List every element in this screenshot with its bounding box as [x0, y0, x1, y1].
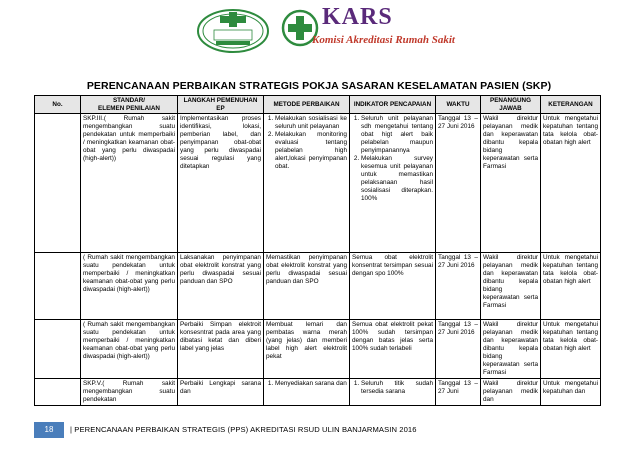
- metode-list: [266, 115, 347, 171]
- table-row: [35, 253, 601, 320]
- cell-standar: SKP.III.( Rumah sakit mengembangkan suatu pendekatan untuk memperbaiki / meningkatkan keamanan obat-obat yang perlu diwaspadai (high-alert)): [81, 114, 178, 253]
- page-footer: [34, 422, 600, 440]
- cell-penanggung-jawab: Wakil direktur pelayanan medik dan keperawatan dibantu kepala bidang keperawatan serta Farmasi: [481, 253, 541, 320]
- kars-logo: [276, 4, 455, 56]
- rsud-ulin-logo-graphic: [196, 8, 270, 54]
- cell-indikator: Semua obat elektrolit pekat 100% sudah tersimpan dengan batas jelas serta 100% sudah terlabeli: [350, 320, 436, 379]
- footer-text: | PERENCANAAN PERBAIKAN STRATEGIS (PPS) AKREDITASI RSUD ULIN BANJARMASIN 2016: [70, 425, 417, 434]
- cell-langkah: Implementasikan proses identifikasi, lokasi, pemberian label, dan penyimpanan obat-obat yang perlu diwaspadai sesuai regulasi yang ditetapkan: [178, 114, 264, 253]
- cell-keterangan: Untuk mengetahui kepatuhan tentang tata kelola obat-obatan high alert: [541, 253, 601, 320]
- list-item: 1. Menyediakan sarana dan: [275, 380, 347, 388]
- cell-no: [35, 114, 81, 253]
- cell-indikator: Semua obat elektrolit konsentrat tersimpan sesuai dengan spo 100%: [350, 253, 436, 320]
- cell-keterangan: Untuk mengetahui kepatuhan tentang tata kelola obat-obatan high alert: [541, 320, 601, 379]
- cell-no: [35, 253, 81, 320]
- indikator-list: [352, 115, 433, 203]
- cell-waktu: Tanggal 13 – 27 Juni 2016: [436, 253, 481, 320]
- list-item: 2. Melakukan monitoring evaluasi tentang pelabelan high alert,lokasi penyimpanan obat.: [275, 131, 347, 171]
- cell-standar: SKP.V.( Rumah sakit mengembangkan suatu pendekatan: [81, 379, 178, 406]
- list-item: 1. Seluruh titik sudah tersedia sarana: [361, 380, 433, 396]
- cell-keterangan: Untuk mengetahui kepatuhan dan: [541, 379, 601, 406]
- cell-standar: ( Rumah sakit mengembangkan suatu pendekatan untuk memperbaiki / meningkatkan keamanan obat-obat yang perlu diwaspadai (high-alert)): [81, 320, 178, 379]
- header-standar-sublabel: ELEMEN PENILAIAN: [98, 104, 160, 112]
- cell-no: [35, 379, 81, 406]
- cell-penanggung-jawab: Wakil direktur pelayanan medik dan keperawatan dibantu kepala bidang keperawatan serta Farmasi: [481, 320, 541, 379]
- header-standar: [81, 96, 178, 114]
- cell-no: [35, 320, 81, 379]
- table-row: [35, 114, 601, 253]
- cell-indikator: [350, 379, 436, 406]
- list-item: 1. Melakukan sosialisasi ke seluruh unit pelayanan: [275, 115, 347, 131]
- cell-waktu: Tanggal 13 – 27 Juni: [436, 379, 481, 406]
- plan-table: [34, 95, 601, 406]
- kars-subtitle: Komisi Akreditasi Rumah Sakit: [312, 34, 455, 46]
- header-keterangan: KETERANGAN: [541, 96, 601, 114]
- cell-penanggung-jawab: Wakil direktur pelayanan medik dan: [481, 379, 541, 406]
- table-header-row: [35, 96, 601, 114]
- table-row: [35, 320, 601, 379]
- cell-indikator: [350, 114, 436, 253]
- cell-langkah: Laksanakan penyimpanan obat elektrolit konstrat yang perlu diwaspadai sesuai panduan dan SPO: [178, 253, 264, 320]
- cell-metode: [264, 379, 350, 406]
- header-no: No.: [35, 96, 81, 114]
- cell-metode: Memastikan penyimpanan obat elektrolit konstrat yang perlu diwaspadai sesuai panduan dan SPO: [264, 253, 350, 320]
- rsud-ulin-logo: [196, 8, 270, 54]
- metode-list: [266, 380, 347, 388]
- indikator-list: [352, 380, 433, 396]
- list-item: 1. Seluruh unit pelayanan sdh mengetahui tentang obat higt alert baik pelabelan maupun penyimpanannya: [361, 115, 433, 155]
- cell-penanggung-jawab: Wakil direktur pelayanan medik dan keperawatan dibantu kepala bidang keperawatan serta Farmasi: [481, 114, 541, 253]
- cell-metode: Membuat lemari dan pembatas warna merah (yang jelas) dan memberi label high alert elektrolit pekat: [264, 320, 350, 379]
- cell-waktu: Tanggal 13 – 27 Juni 2016: [436, 320, 481, 379]
- cell-standar: ( Rumah sakit mengembangkan suatu pendekatan untuk memperbaiki / meningkatkan keamanan obat-obat yang perlu diwaspadai (high-alert)): [81, 253, 178, 320]
- cell-waktu: Tanggal 13 – 27 Juni 2016: [436, 114, 481, 253]
- header-waktu: WAKTU: [436, 96, 481, 114]
- header-langkah: LANGKAH PEMENUHAN EP: [178, 96, 264, 114]
- header-indikator: INDIKATOR PENCAPAIAN: [350, 96, 436, 114]
- table-row: [35, 379, 601, 406]
- header-metode: METODE PERBAIKAN: [264, 96, 350, 114]
- cell-keterangan: Untuk mengetahui kepatuhan tentang tata kelola obat-obatan high alert: [541, 114, 601, 253]
- header-standar-label: STANDAR/: [112, 97, 146, 104]
- cell-langkah: Perbaiki Simpan elektroit konsesntrat pada area yang dibatasi ketat dan diberi label yang jelas: [178, 320, 264, 379]
- header-penanggung-jawab: PENANGUNG JAWAB: [481, 96, 541, 114]
- page-title: PERENCANAAN PERBAIKAN STRATEGIS POKJA SASARAN KESELAMATAN PASIEN (SKP): [86, 80, 552, 92]
- cell-metode: [264, 114, 350, 253]
- list-item: 2. Melakukan survey kesemua unit pelayanan untuk memastikan pelaksanaan hasil sosialisasi diterapkan. 100%: [361, 155, 433, 203]
- page-number: 18: [34, 422, 64, 438]
- kars-wordmark: KARS: [322, 4, 393, 30]
- cell-langkah: Perbaiki Lengkapi sarana dan: [178, 379, 264, 406]
